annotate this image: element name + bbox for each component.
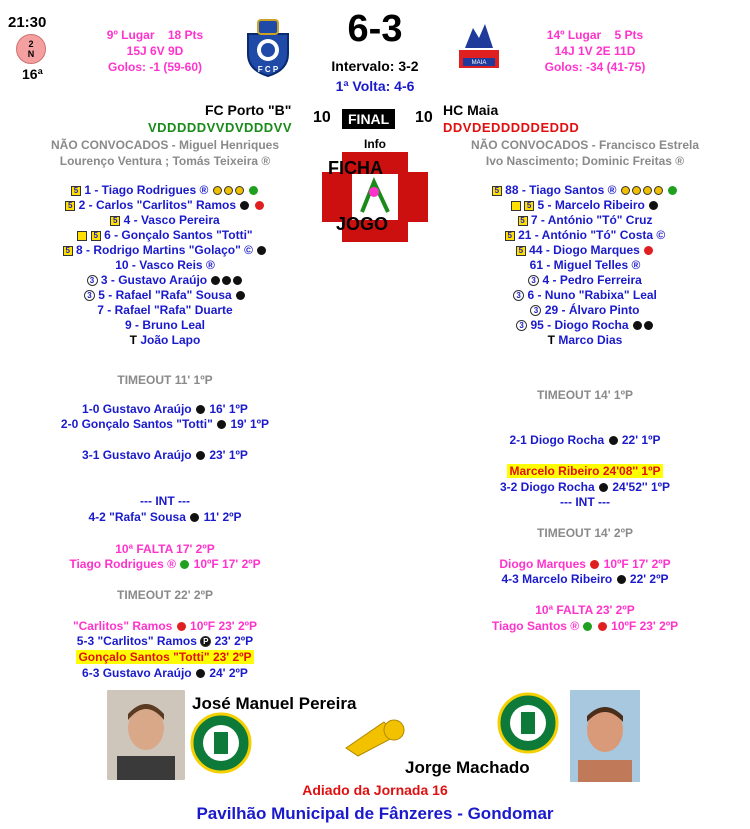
info-link[interactable]: Info <box>364 137 386 151</box>
home-int: --- INT --- <box>140 494 190 508</box>
player-name: 61 - Miguel Telles ® <box>529 258 641 272</box>
home-player-5: 5 8 - Rodrigo Martins "Golaço" © <box>0 243 330 258</box>
event-text: 2-0 Gonçalo Santos "Totti" <box>60 417 213 431</box>
home-goal-6 <box>0 666 330 681</box>
event-time: 11' 2ºP <box>203 510 242 524</box>
away-fouls: 10 <box>415 109 433 126</box>
referee-badge-1-icon <box>190 712 252 779</box>
home-team-name: FC Porto "B" <box>205 102 292 118</box>
away-goal-2 <box>420 480 750 495</box>
event-time: 22' 1ºP <box>621 433 661 447</box>
event-time: 10ºF 17' 2ºP <box>603 557 671 571</box>
away-player-10: 3 95 - Diogo Rocha <box>420 318 750 333</box>
event-text: Marcelo Ribeiro 24'08'' 1ºP <box>509 464 661 478</box>
home-goal-1 <box>0 402 330 417</box>
event-text: 5-3 "Carlitos" Ramos <box>76 634 197 648</box>
player-name: 4 - Pedro Ferreira <box>542 273 642 287</box>
away-player-5: 5 44 - Diogo Marques <box>420 243 750 258</box>
home-highlight-event <box>0 650 330 665</box>
svg-text:MAIA: MAIA <box>471 60 487 66</box>
player-name: 21 - António "Tó" Costa © <box>518 228 666 242</box>
event-time: 23' 1ºP <box>209 448 248 462</box>
player-name: 1 - Tiago Rodrigues ® <box>84 183 209 197</box>
league-icon: 2 N <box>16 34 46 64</box>
home-player-6 <box>0 258 330 273</box>
away-timeout-2: TIMEOUT 14' 2ºP <box>537 526 633 540</box>
whistle-icon <box>344 712 410 763</box>
event-time: 19' 1ºP <box>230 417 270 431</box>
away-goals: Golos: -34 (41-75) <box>544 60 646 74</box>
home-goal-5: 5-3 "Carlitos" Ramos P 23' 2ºP <box>76 634 254 648</box>
player-name: 95 - Diogo Rocha <box>530 318 629 332</box>
svg-text:F C P: F C P <box>257 65 279 74</box>
away-pts: 5 Pts <box>614 28 644 42</box>
home-player-2: 5 2 - Carlos "Carlitos" Ramos <box>0 198 330 213</box>
away-timeout-1: TIMEOUT 14' 1ºP <box>537 388 633 402</box>
player-name: 4 - Vasco Pereira <box>123 213 220 227</box>
home-10th-foul: 10ª FALTA 17' 2ºP <box>115 542 215 556</box>
referee-2-photo <box>570 690 640 782</box>
away-10th-foul: 10ª FALTA 23' 2ºP <box>535 603 635 617</box>
first-leg-score: 1ª Volta: 4-6 <box>335 78 415 94</box>
player-name: 6 - Gonçalo Santos "Totti" <box>104 228 253 242</box>
player-name: 3 - Gustavo Araújo <box>100 273 208 287</box>
player-name: 7 - António "Tó" Cruz <box>530 213 653 227</box>
interval-score: Intervalo: 3-2 <box>331 58 419 74</box>
jogo-word: JOGO <box>336 214 389 234</box>
home-player-1: 5 1 - Tiago Rodrigues ® <box>0 183 330 198</box>
home-player-9 <box>0 303 330 318</box>
event-text: 3-2 Diogo Rocha <box>499 480 595 494</box>
match-time: 21:30 <box>8 14 47 31</box>
home-rank: 9º Lugar <box>106 28 155 42</box>
player-name: 44 - Diogo Marques <box>529 243 640 257</box>
event-text: Tiago Rodrigues ® <box>69 557 176 571</box>
home-player-8: 3 5 - Rafael "Rafa" Sousa <box>0 288 330 303</box>
round-label: 16ª <box>22 66 43 82</box>
event-time: 24'52'' 1ºP <box>612 480 671 494</box>
away-player-9: 3 29 - Álvaro Pinto <box>420 303 750 318</box>
away-not-called <box>440 137 730 169</box>
event-text: 4-3 Marcelo Ribeiro <box>501 572 613 586</box>
event-text: "Carlitos" Ramos <box>72 619 173 633</box>
away-record: 14J 1V 2E 11D <box>554 44 636 58</box>
away-coach: T Marco Dias <box>547 333 623 347</box>
home-pts: 18 Pts <box>167 28 204 42</box>
event-text: 3-1 Gustavo Araújo <box>82 448 192 462</box>
event-text: 4-2 "Rafa" Sousa <box>88 510 186 524</box>
away-goal-1 <box>420 433 750 448</box>
home-player-3: 5 4 - Vasco Pereira <box>0 213 330 228</box>
event-time: 10ºF 23' 2ºP <box>611 619 679 633</box>
player-name: 10 - Vasco Reis ® <box>115 258 215 272</box>
event-time: 10ºF 23' 2ºP <box>190 619 258 633</box>
venue: Pavilhão Municipal de Fânzeres - Gondomar <box>196 804 554 823</box>
home-not-called-2: Lourenço Ventura ; Tomás Teixeira ® <box>59 154 271 168</box>
referee-1-photo <box>107 690 185 780</box>
player-name: 6 - Nuno "Rabixa" Leal <box>527 288 657 302</box>
event-time: 16' 1ºP <box>209 402 248 416</box>
player-name: 2 - Carlos "Carlitos" Ramos <box>78 198 237 212</box>
event-text: 6-3 Gustavo Araújo <box>82 666 192 680</box>
home-form-text: VDDDDDVVDVDDDVV <box>148 120 293 135</box>
event-time: 22' 2ºP <box>629 572 669 586</box>
event-text: Tiago Santos ® <box>491 619 580 633</box>
home-lineup <box>0 183 330 348</box>
away-player-7: 3 4 - Pedro Ferreira <box>420 273 750 288</box>
away-stats <box>520 27 670 75</box>
home-fouls: 10 <box>313 109 331 126</box>
home-coach: T João Lapo <box>129 333 201 347</box>
home-player-7: 3 3 - Gustavo Araújo <box>0 273 330 288</box>
away-player-3: 5 7 - António "Tó" Cruz <box>420 213 750 228</box>
away-highlight-event <box>420 464 750 479</box>
home-timeout-2: TIMEOUT 22' 2ºP <box>117 588 213 602</box>
event-time: 23' 2ºP <box>214 634 254 648</box>
event-text: 2-1 Diogo Rocha <box>509 433 605 447</box>
ficha-word: FICHA <box>328 158 383 178</box>
referee-2-name: Jorge Machado <box>405 758 530 777</box>
player-name: 7 - Rafael "Rafa" Duarte <box>97 303 233 317</box>
away-foul-event <box>420 557 750 572</box>
coach-name: Marco Dias <box>558 333 623 347</box>
home-goal-3 <box>0 448 330 463</box>
away-player-8: 3 6 - Nuno "Rabixa" Leal <box>420 288 750 303</box>
hc-maia-crest-icon <box>455 18 503 83</box>
away-int: --- INT --- <box>560 495 610 509</box>
fc-porto-crest-icon <box>244 16 292 83</box>
player-name: 5 - Marcelo Ribeiro <box>537 198 645 212</box>
coach-name: João Lapo <box>140 333 201 347</box>
event-time: 10ºF 17' 2ºP <box>193 557 261 571</box>
home-goals: Golos: -1 (59-60) <box>107 60 203 74</box>
player-name: 5 - Rafael "Rafa" Sousa <box>98 288 232 302</box>
event-text: 1-0 Gustavo Araújo <box>82 402 192 416</box>
player-name: 29 - Álvaro Pinto <box>544 303 640 317</box>
away-lineup <box>420 183 750 348</box>
away-not-called-2: Ivo Nascimento; Dominic Freitas ® <box>485 154 685 168</box>
home-foul-event <box>0 557 330 572</box>
home-record: 15J 6V 9D <box>126 44 184 58</box>
away-form: DDVDEDDDDDEDDD <box>443 120 580 135</box>
event-text: Diogo Marques <box>499 557 586 571</box>
home-not-called <box>20 137 310 169</box>
home-form <box>148 120 292 135</box>
home-foul-event-2 <box>0 619 330 634</box>
postponed-note: Adiado da Jornada 16 <box>302 782 448 798</box>
event-text: Gonçalo Santos "Totti" 23' 2ºP <box>78 650 252 664</box>
home-stats <box>80 27 230 75</box>
away-team-name: HC Maia <box>443 102 499 118</box>
player-name: 9 - Bruno Leal <box>124 318 205 332</box>
away-goal-3 <box>420 572 750 587</box>
player-name: 8 - Rodrigo Martins "Golaço" © <box>76 243 253 257</box>
home-goal-4 <box>0 510 330 525</box>
player-name: 88 - Tiago Santos ® <box>505 183 617 197</box>
event-time: 24' 2ºP <box>209 666 248 680</box>
away-player-6 <box>420 258 750 273</box>
home-not-called-1: NÃO CONVOCADOS - Miguel Henriques <box>50 138 280 152</box>
home-timeout-1: TIMEOUT 11' 1ºP <box>117 373 213 387</box>
away-rank: 14º Lugar <box>546 28 602 42</box>
home-goal-2 <box>0 417 330 432</box>
match-status-badge: FINAL <box>342 109 395 129</box>
away-player-1: 5 88 - Tiago Santos ® <box>420 183 750 198</box>
away-player-2: 5 5 - Marcelo Ribeiro <box>420 198 750 213</box>
home-player-10 <box>0 318 330 333</box>
away-player-4: 5 21 - António "Tó" Costa © <box>420 228 750 243</box>
referee-1-name: José Manuel Pereira <box>192 694 357 713</box>
final-score: 6-3 <box>347 8 403 50</box>
away-foul-event-2 <box>420 619 750 634</box>
away-not-called-1: NÃO CONVOCADOS - Francisco Estrela <box>470 138 700 152</box>
ficha-jogo-logo[interactable] <box>322 152 428 242</box>
referee-badge-2-icon <box>497 692 559 759</box>
home-player-4: 5 6 - Gonçalo Santos "Totti" <box>0 228 330 243</box>
